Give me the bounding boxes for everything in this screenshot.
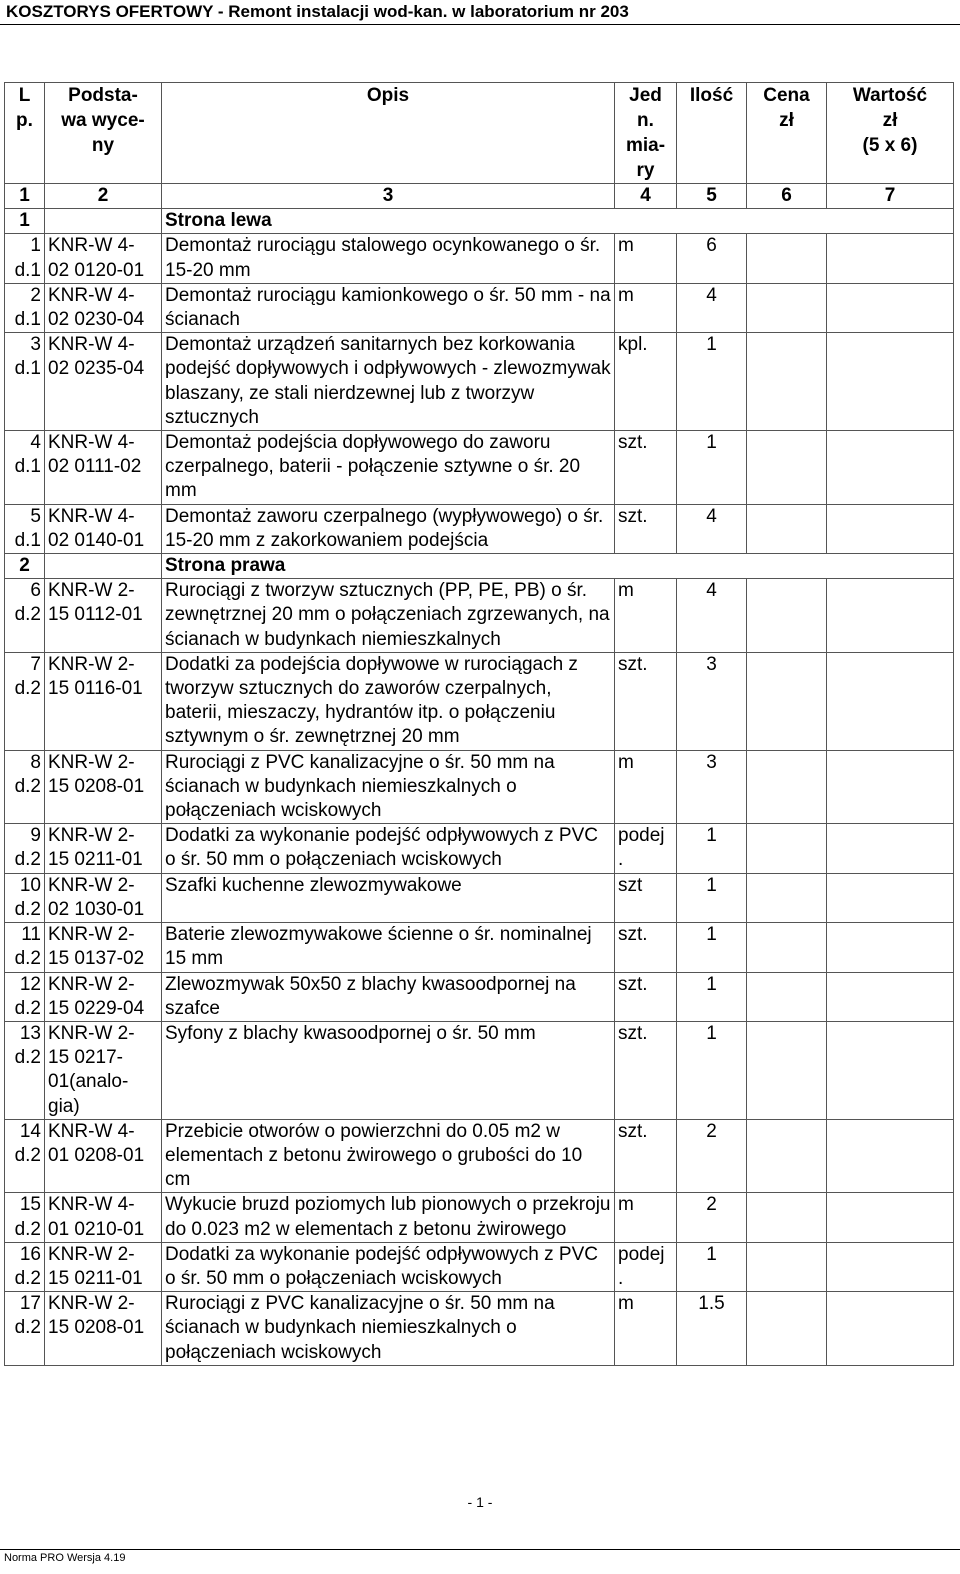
item-unit: m (615, 1193, 677, 1242)
item-value (827, 333, 954, 431)
section-row (5, 554, 954, 579)
item-number: 10 d.2 (5, 873, 45, 922)
item-price (747, 504, 827, 553)
table-row (5, 873, 954, 922)
header-row (5, 83, 954, 184)
item-unit: szt. (615, 923, 677, 972)
header-base: Podsta- wa wyce- ny (45, 83, 162, 184)
item-value (827, 972, 954, 1021)
item-price (747, 431, 827, 505)
item-price (747, 923, 827, 972)
item-price (747, 652, 827, 750)
item-number: 17 d.2 (5, 1292, 45, 1366)
item-unit: m (615, 579, 677, 653)
item-quantity: 1 (677, 1021, 747, 1119)
item-price (747, 333, 827, 431)
column-number: 1 (5, 184, 45, 209)
item-quantity: 2 (677, 1119, 747, 1193)
column-number: 4 (615, 184, 677, 209)
item-base: KNR-W 2- 15 0137-02 (45, 923, 162, 972)
item-price (747, 1242, 827, 1291)
item-value (827, 1119, 954, 1193)
item-base: KNR-W 2- 15 0229-04 (45, 972, 162, 1021)
table-row (5, 1193, 954, 1242)
item-quantity: 6 (677, 234, 747, 283)
section-title: Strona lewa (162, 209, 954, 234)
item-quantity: 3 (677, 750, 747, 824)
item-description: Rurociągi z PVC kanalizacyjne o śr. 50 mm na ścianach w budynkach niemieszkalnych o połączeniach wciskowych (162, 1292, 615, 1366)
item-base: KNR-W 2- 15 0211-01 (45, 824, 162, 873)
item-base: KNR-W 4- 02 0111-02 (45, 431, 162, 505)
item-description: Syfony z blachy kwasoodpornej o śr. 50 mm (162, 1021, 615, 1119)
item-price (747, 1021, 827, 1119)
item-description: Zlewozmywak 50x50 z blachy kwasoodpornej na szafce (162, 972, 615, 1021)
item-number: 13 d.2 (5, 1021, 45, 1119)
item-price (747, 1119, 827, 1193)
item-description: Dodatki za wykonanie podejść odpływowych z PVC o śr. 50 mm o połączeniach wciskowych (162, 1242, 615, 1291)
item-unit: podej . (615, 824, 677, 873)
item-description: Rurociągi z PVC kanalizacyjne o śr. 50 mm na ścianach w budynkach niemieszkalnych o połączeniach wciskowych (162, 750, 615, 824)
item-number: 16 d.2 (5, 1242, 45, 1291)
table-row (5, 504, 954, 553)
footer-divider (0, 1549, 960, 1550)
item-quantity: 4 (677, 283, 747, 332)
item-quantity: 2 (677, 1193, 747, 1242)
cost-estimate-table (4, 82, 954, 1366)
item-number: 1 d.1 (5, 234, 45, 283)
item-base: KNR-W 2- 02 1030-01 (45, 873, 162, 922)
item-base: KNR-W 4- 02 0140-01 (45, 504, 162, 553)
table-row (5, 234, 954, 283)
item-value (827, 283, 954, 332)
section-title: Strona prawa (162, 554, 954, 579)
item-unit: podej . (615, 1242, 677, 1291)
item-base: KNR-W 2- 15 0208-01 (45, 750, 162, 824)
item-base: KNR-W 4- 01 0210-01 (45, 1193, 162, 1242)
column-number: 2 (45, 184, 162, 209)
item-value (827, 234, 954, 283)
column-number: 7 (827, 184, 954, 209)
item-value (827, 579, 954, 653)
title-divider (0, 24, 960, 25)
item-description: Demontaż rurociągu stalowego ocynkowanego o śr. 15-20 mm (162, 234, 615, 283)
table-row (5, 824, 954, 873)
item-number: 9 d.2 (5, 824, 45, 873)
item-base: KNR-W 2- 15 0116-01 (45, 652, 162, 750)
item-description: Demontaż urządzeń sanitarnych bez korkowania podejść dopływowych i odpływowych - zlewozmywak blaszany, ze stali nierdzewnej lub z tworzyw sztucznych (162, 333, 615, 431)
item-quantity: 3 (677, 652, 747, 750)
item-number: 3 d.1 (5, 333, 45, 431)
item-unit: m (615, 234, 677, 283)
item-unit: szt. (615, 1021, 677, 1119)
item-number: 14 d.2 (5, 1119, 45, 1193)
item-value (827, 1292, 954, 1366)
section-number: 1 (5, 209, 45, 234)
item-unit: m (615, 750, 677, 824)
item-quantity: 1 (677, 333, 747, 431)
table-row (5, 333, 954, 431)
item-value (827, 873, 954, 922)
table-row (5, 1242, 954, 1291)
item-unit: szt. (615, 1119, 677, 1193)
item-value (827, 750, 954, 824)
item-unit: szt (615, 873, 677, 922)
item-description: Dodatki za podejścia dopływowe w rurociągach z tworzyw sztucznych do zaworów czerpalnych, baterii, mieszaczy, hydrantów itp. o połączeniu sztywnym o śr. zewnętrznej 20 mm (162, 652, 615, 750)
table-row (5, 1292, 954, 1366)
item-unit: m (615, 1292, 677, 1366)
item-number: 5 d.1 (5, 504, 45, 553)
item-description: Dodatki za wykonanie podejść odpływowych z PVC o śr. 50 mm o połączeniach wciskowych (162, 824, 615, 873)
item-number: 7 d.2 (5, 652, 45, 750)
header-unit: Jed n. mia- ry (615, 83, 677, 184)
item-description: Szafki kuchenne zlewozmywakowe (162, 873, 615, 922)
column-number: 3 (162, 184, 615, 209)
header-description: Opis (162, 83, 615, 184)
item-number: 2 d.1 (5, 283, 45, 332)
header-lp: L p. (5, 83, 45, 184)
item-unit: szt. (615, 972, 677, 1021)
item-base: KNR-W 4- 02 0235-04 (45, 333, 162, 431)
column-number-row (5, 184, 954, 209)
item-base: KNR-W 2- 15 0208-01 (45, 1292, 162, 1366)
item-description: Wykucie bruzd poziomych lub pionowych o przekroju do 0.023 m2 w elementach z betonu żwirowego (162, 1193, 615, 1242)
item-price (747, 283, 827, 332)
item-value (827, 1242, 954, 1291)
item-unit: szt. (615, 652, 677, 750)
item-value (827, 1021, 954, 1119)
section-spacer (45, 209, 162, 234)
header-price: Cena zł (747, 83, 827, 184)
item-base: KNR-W 4- 02 0120-01 (45, 234, 162, 283)
item-number: 6 d.2 (5, 579, 45, 653)
header-value: Wartość zł (5 x 6) (827, 83, 954, 184)
item-price (747, 1193, 827, 1242)
item-quantity: 1 (677, 923, 747, 972)
page-number: - 1 - (467, 1494, 493, 1510)
item-number: 11 d.2 (5, 923, 45, 972)
item-number: 8 d.2 (5, 750, 45, 824)
item-value (827, 923, 954, 972)
item-unit: m (615, 283, 677, 332)
item-description: Demontaż rurociągu kamionkowego o śr. 50 mm - na ścianach (162, 283, 615, 332)
item-number: 12 d.2 (5, 972, 45, 1021)
section-spacer (45, 554, 162, 579)
item-description: Baterie zlewozmywakowe ścienne o śr. nominalnej 15 mm (162, 923, 615, 972)
item-quantity: 4 (677, 579, 747, 653)
item-unit: szt. (615, 504, 677, 553)
item-value (827, 652, 954, 750)
item-value (827, 504, 954, 553)
item-unit: kpl. (615, 333, 677, 431)
table-row (5, 431, 954, 505)
item-description: Demontaż podejścia dopływowego do zaworu czerpalnego, baterii - połączenie sztywne o śr. 20 mm (162, 431, 615, 505)
section-row (5, 209, 954, 234)
document-title: KOSZTORYS OFERTOWY - Remont instalacji wod-kan. w laboratorium nr 203 (6, 2, 629, 21)
item-quantity: 4 (677, 504, 747, 553)
table-row (5, 283, 954, 332)
item-quantity: 1.5 (677, 1292, 747, 1366)
header-quantity: Ilość (677, 83, 747, 184)
item-value (827, 824, 954, 873)
column-number: 5 (677, 184, 747, 209)
table-row (5, 652, 954, 750)
item-price (747, 234, 827, 283)
item-quantity: 1 (677, 972, 747, 1021)
item-base: KNR-W 2- 15 0211-01 (45, 1242, 162, 1291)
item-price (747, 1292, 827, 1366)
item-number: 15 d.2 (5, 1193, 45, 1242)
item-price (747, 750, 827, 824)
footer-text: Norma PRO Wersja 4.19 (4, 1552, 126, 1564)
item-base: KNR-W 4- 02 0230-04 (45, 283, 162, 332)
item-quantity: 1 (677, 873, 747, 922)
item-number: 4 d.1 (5, 431, 45, 505)
item-quantity: 1 (677, 1242, 747, 1291)
item-price (747, 873, 827, 922)
item-description: Rurociągi z tworzyw sztucznych (PP, PE, PB) o śr. zewnętrznej 20 mm o połączeniach zgrzewanych, na ścianach w budynkach niemieszkalnych (162, 579, 615, 653)
table-row (5, 923, 954, 972)
item-value (827, 431, 954, 505)
table-row (5, 579, 954, 653)
item-base: KNR-W 4- 01 0208-01 (45, 1119, 162, 1193)
item-unit: szt. (615, 431, 677, 505)
item-price (747, 972, 827, 1021)
column-number: 6 (747, 184, 827, 209)
item-value (827, 1193, 954, 1242)
item-description: Demontaż zaworu czerpalnego (wypływowego) o śr. 15-20 mm z zakorkowaniem podejścia (162, 504, 615, 553)
item-price (747, 579, 827, 653)
item-description: Przebicie otworów o powierzchni do 0.05 m2 w elementach z betonu żwirowego o grubości do 10 cm (162, 1119, 615, 1193)
section-number: 2 (5, 554, 45, 579)
item-quantity: 1 (677, 431, 747, 505)
table-row (5, 972, 954, 1021)
item-quantity: 1 (677, 824, 747, 873)
item-base: KNR-W 2- 15 0112-01 (45, 579, 162, 653)
table-row (5, 1021, 954, 1119)
table-row (5, 750, 954, 824)
table-row (5, 1119, 954, 1193)
item-price (747, 824, 827, 873)
item-base: KNR-W 2- 15 0217- 01(analo- gia) (45, 1021, 162, 1119)
